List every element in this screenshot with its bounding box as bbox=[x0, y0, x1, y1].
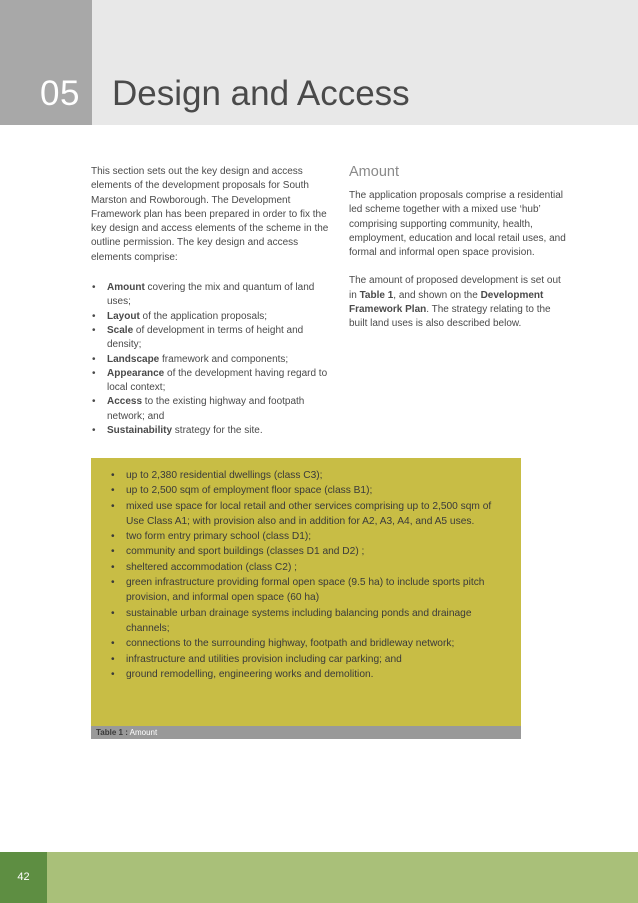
chapter-number: 05 bbox=[40, 74, 80, 113]
list-item bbox=[91, 353, 331, 367]
list-item-keyword: Access bbox=[107, 396, 143, 408]
list-item-text: of the application proposals; bbox=[139, 310, 268, 322]
page-number: 42 bbox=[17, 871, 30, 883]
list-item-keyword: Landscape bbox=[107, 353, 160, 365]
table-item: • green infrastructure providing formal open space (9.5 ha) to include sports pitch provision, and informal open space (60 ha) bbox=[111, 575, 506, 606]
table-reference: Table 1 bbox=[359, 289, 394, 301]
paragraph-text: , and shown on the bbox=[393, 289, 481, 301]
table-item: • up to 2,500 sqm of employment floor space (class B1); bbox=[111, 483, 506, 498]
left-column bbox=[91, 165, 331, 438]
list-item-text: to the existing highway and footpath network; and bbox=[107, 396, 305, 422]
list-item bbox=[91, 310, 331, 324]
caption-name: Amount bbox=[129, 728, 158, 737]
amount-paragraph-2 bbox=[349, 274, 571, 331]
right-column bbox=[349, 163, 571, 346]
amount-paragraph: The application proposals comprise a residential led scheme together with a mixed use ‘hub’ comprising supporting community, health, employment, education and local retail uses, and formal and informal open space provision. bbox=[349, 190, 566, 259]
page-title: Design and Access bbox=[112, 74, 410, 113]
table-item: • mixed use space for local retail and other services comprising up to 2,500 sqm of Use Class A1; with provision also and in addition for A2, A3, A4, and A5 uses. bbox=[111, 499, 506, 530]
list-item-keyword: Sustainability bbox=[107, 425, 173, 437]
table-item: • up to 2,380 residential dwellings (class C3); bbox=[111, 468, 506, 483]
table-caption bbox=[91, 726, 521, 739]
key-elements-list bbox=[91, 281, 331, 438]
list-item bbox=[91, 395, 331, 424]
table-item: • two form entry primary school (class D1); bbox=[111, 529, 506, 544]
list-item bbox=[91, 367, 331, 396]
amount-list bbox=[111, 468, 506, 682]
caption-label: Table 1 : bbox=[96, 728, 128, 737]
table-item: • sustainable urban drainage systems including balancing ponds and drainage channels; bbox=[111, 606, 506, 637]
amount-table bbox=[91, 458, 521, 726]
list-item-keyword: Amount bbox=[107, 282, 145, 294]
list-item bbox=[91, 324, 331, 353]
footer-bar bbox=[0, 852, 638, 903]
table-item: • sheltered accommodation (class C2) ; bbox=[111, 560, 506, 575]
plan-reference: Development Framework Plan bbox=[349, 289, 544, 316]
section-heading: Amount bbox=[349, 164, 399, 180]
table-item: • connections to the surrounding highway, footpath and bridleway network; bbox=[111, 636, 506, 651]
list-item-text: covering the mix and quantum of land uses; bbox=[107, 282, 315, 308]
list-item bbox=[91, 424, 331, 438]
list-item bbox=[91, 281, 331, 310]
list-item-text: of the development having regard to local context; bbox=[107, 367, 328, 394]
table-item: • infrastructure and utilities provision including car parking; and bbox=[111, 652, 506, 667]
intro-paragraph: This section sets out the key design and access elements of the development proposals for South Marston and Rowborough. The Development Framework plan has been prepared in order to fix the key design and access elements of the scheme in the outline permission. The key design and access elements comprise: bbox=[91, 166, 329, 263]
list-item-text: of development in terms of height and density; bbox=[107, 324, 304, 351]
list-item-keyword: Scale bbox=[107, 324, 134, 336]
paragraph-text: The amount of proposed development is set out in bbox=[349, 275, 561, 301]
list-item-text: framework and components; bbox=[159, 353, 289, 365]
list-item-keyword: Layout bbox=[107, 310, 140, 322]
list-item-text: strategy for the site. bbox=[172, 425, 263, 437]
list-item-keyword: Appearance bbox=[107, 367, 165, 379]
table-item: • community and sport buildings (classes D1 and D2) ; bbox=[111, 544, 506, 559]
table-item: • ground remodelling, engineering works and demolition. bbox=[111, 667, 506, 682]
paragraph-text: . The strategy relating to the built land uses is also described below. bbox=[349, 304, 551, 330]
